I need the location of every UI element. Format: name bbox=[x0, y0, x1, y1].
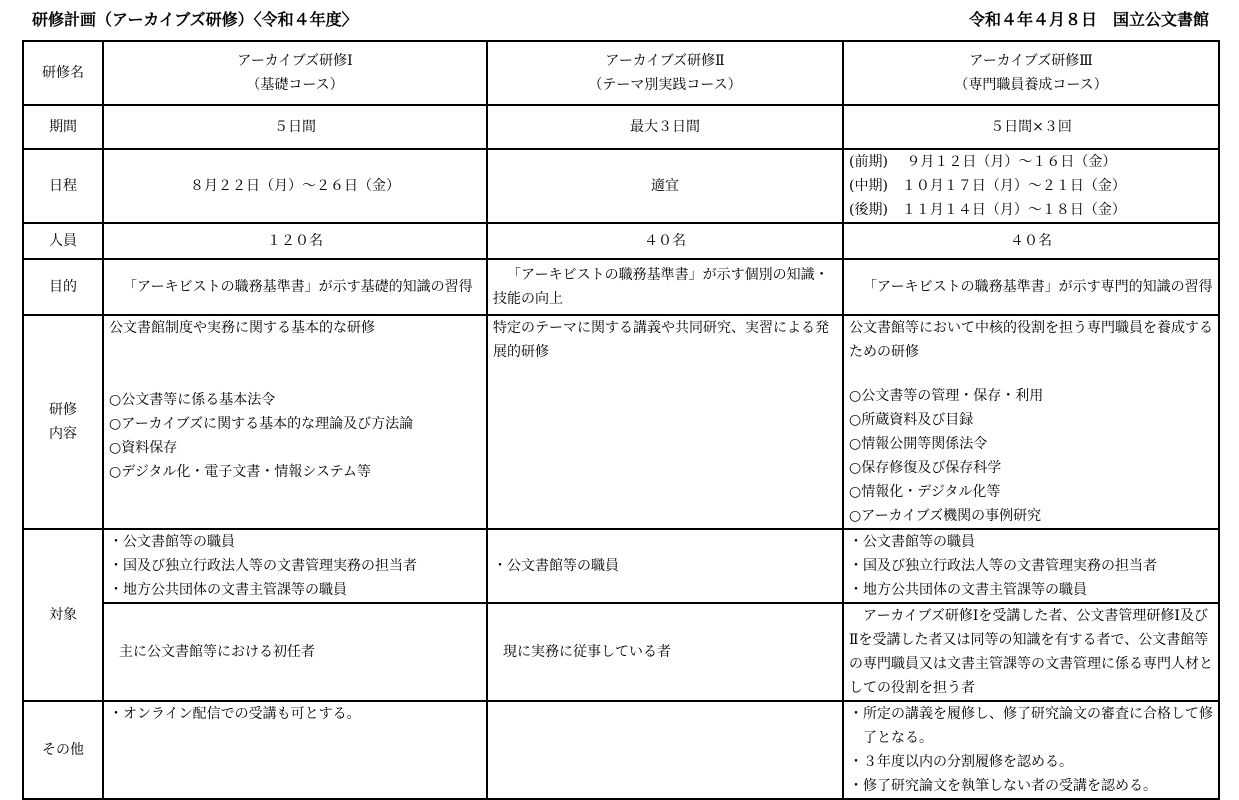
course3-schedule-late: (後期) １１月１４日（月）～１８日（金） bbox=[849, 202, 1126, 218]
row-target-list bbox=[23, 529, 1219, 603]
row-header-target: 対象 bbox=[23, 529, 103, 701]
course2-content bbox=[487, 315, 843, 529]
course2-target-item: ・公文書館等の職員 bbox=[493, 558, 619, 574]
course1-sub: （基礎コース） bbox=[246, 77, 344, 93]
course3-target-item: ・地方公共団体の文書主管課等の職員 bbox=[849, 582, 1087, 598]
training-plan-table bbox=[22, 40, 1220, 800]
course1-other bbox=[103, 701, 487, 799]
course1-target-list bbox=[103, 529, 487, 603]
course1-content-summary: 公文書館制度や実務に関する基本的な研修 bbox=[109, 320, 375, 336]
course3-target-item: ・公文書館等の職員 bbox=[849, 534, 975, 550]
row-header-schedule: 日程 bbox=[23, 149, 103, 223]
row-target-note bbox=[23, 603, 1219, 701]
course1-target-item: ・公文書館等の職員 bbox=[109, 534, 235, 550]
course1-capacity: １２０名 bbox=[103, 223, 487, 259]
course2-target-list bbox=[487, 529, 843, 603]
course3-content bbox=[843, 315, 1219, 529]
course2-sub: （テーマ別実践コース） bbox=[588, 77, 742, 93]
course3-schedule-mid: (中期) １０月１７日（月）～２１日（金） bbox=[849, 178, 1126, 194]
course1-content bbox=[103, 315, 487, 529]
course3-target-item: ・国及び独立行政法人等の文書管理実務の担当者 bbox=[849, 558, 1157, 574]
row-content bbox=[23, 315, 1219, 529]
course1-other-item: ・オンライン配信での受講も可とする。 bbox=[109, 706, 361, 722]
course3-content-item: ○所蔵資料及び目録 bbox=[849, 412, 974, 428]
course1-target-item: ・地方公共団体の文書主管課等の職員 bbox=[109, 582, 347, 598]
course2-name-cell bbox=[487, 41, 843, 105]
course3-purpose: 「アーキビストの職務基準書」が示す専門的知識の習得 bbox=[843, 259, 1219, 315]
course2-other bbox=[487, 701, 843, 799]
course2-capacity: ４０名 bbox=[487, 223, 843, 259]
spacer bbox=[849, 364, 1213, 384]
course3-content-item: ○保存修復及び保存科学 bbox=[849, 460, 1002, 476]
row-capacity bbox=[23, 223, 1219, 259]
course1-content-item: ○アーカイブズに関する基本的な理論及び方法論 bbox=[109, 416, 414, 432]
course1-content-item: ○デジタル化・電子文書・情報システム等 bbox=[109, 464, 371, 480]
row-header-content bbox=[23, 315, 103, 529]
course1-target-note: 主に公文書館等における初任者 bbox=[103, 603, 487, 701]
course3-capacity: ４０名 bbox=[843, 223, 1219, 259]
course3-content-item: ○公文書等の管理・保存・利用 bbox=[849, 388, 1044, 404]
course3-content-summary: 公文書館等において中核的役割を担う専門職員を養成するための研修 bbox=[849, 320, 1213, 360]
row-course-name bbox=[23, 41, 1219, 105]
course1-purpose: 「アーキビストの職務基準書」が示す基礎的知識の習得 bbox=[103, 259, 487, 315]
course3-content-item: ○情報公開等関係法令 bbox=[849, 436, 988, 452]
course2-schedule: 適宜 bbox=[487, 149, 843, 223]
course3-other-item: ・３年度以内の分割履修を認める。 bbox=[849, 754, 1073, 770]
row-header-purpose: 目的 bbox=[23, 259, 103, 315]
course2-name: アーカイブズ研修Ⅱ bbox=[605, 53, 725, 69]
spacer bbox=[109, 340, 481, 388]
course3-schedule-early: (前期) ９月１２日（月）～１６日（金） bbox=[849, 154, 1117, 170]
course3-content-item: ○アーカイブズ機関の事例研究 bbox=[849, 508, 1042, 524]
course1-target-item: ・国及び独立行政法人等の文書管理実務の担当者 bbox=[109, 558, 417, 574]
page-title: 研修計画（アーカイブズ研修）〈令和４年度〉 bbox=[32, 10, 358, 29]
date-organization: 令和４年４月８日 国立公文書館 bbox=[968, 10, 1209, 29]
row-header-period: 期間 bbox=[23, 105, 103, 149]
row-period bbox=[23, 105, 1219, 149]
course2-period: 最大３日間 bbox=[487, 105, 843, 149]
course3-target-list bbox=[843, 529, 1219, 603]
course3-schedule bbox=[843, 149, 1219, 223]
course3-other-item: ・修了研究論文を執筆しない者の受講を認める。 bbox=[849, 778, 1157, 794]
course1-schedule: ８月２２日（月）～２６日（金） bbox=[103, 149, 487, 223]
row-purpose bbox=[23, 259, 1219, 315]
course3-content-item: ○情報化・デジタル化等 bbox=[849, 484, 1001, 500]
row-other bbox=[23, 701, 1219, 799]
row-header-capacity: 人員 bbox=[23, 223, 103, 259]
course1-content-item: ○公文書等に係る基本法令 bbox=[109, 392, 276, 408]
course2-purpose: 「アーキビストの職務基準書」が示す個別の知識・技能の向上 bbox=[487, 259, 843, 315]
course3-target-note: アーカイブズ研修Ⅰを受講した者、公文書管理研修Ⅰ及びⅡを受講した者又は同等の知識を有する者で、公文書館等の専門職員又は文書主管課等の文書管理に係る専門人材としての役割を担う者 bbox=[843, 603, 1219, 701]
row-header-content-line1: 研修 bbox=[49, 402, 77, 418]
course3-name-cell bbox=[843, 41, 1219, 105]
course1-name: アーカイブズ研修Ⅰ bbox=[237, 53, 353, 69]
course2-content-summary: 特定のテーマに関する講義や共同研究、実習による発展的研修 bbox=[493, 320, 829, 360]
row-header-course: 研修名 bbox=[23, 41, 103, 105]
row-header-content-line2: 内容 bbox=[49, 426, 77, 442]
row-header-other: その他 bbox=[23, 701, 103, 799]
course3-name: アーカイブズ研修Ⅲ bbox=[969, 53, 1093, 69]
course3-other-item: ・所定の講義を履修し、修了研究論文の審査に合格して修了となる。 bbox=[849, 706, 1213, 746]
course3-period: ５日間×３回 bbox=[843, 105, 1219, 149]
course1-name-cell bbox=[103, 41, 487, 105]
course3-other bbox=[843, 701, 1219, 799]
course1-content-item: ○資料保存 bbox=[109, 440, 178, 456]
course2-target-note: 現に実務に従事している者 bbox=[487, 603, 843, 701]
course1-period: ５日間 bbox=[103, 105, 487, 149]
row-schedule bbox=[23, 149, 1219, 223]
course3-sub: （専門職員養成コース） bbox=[954, 77, 1108, 93]
